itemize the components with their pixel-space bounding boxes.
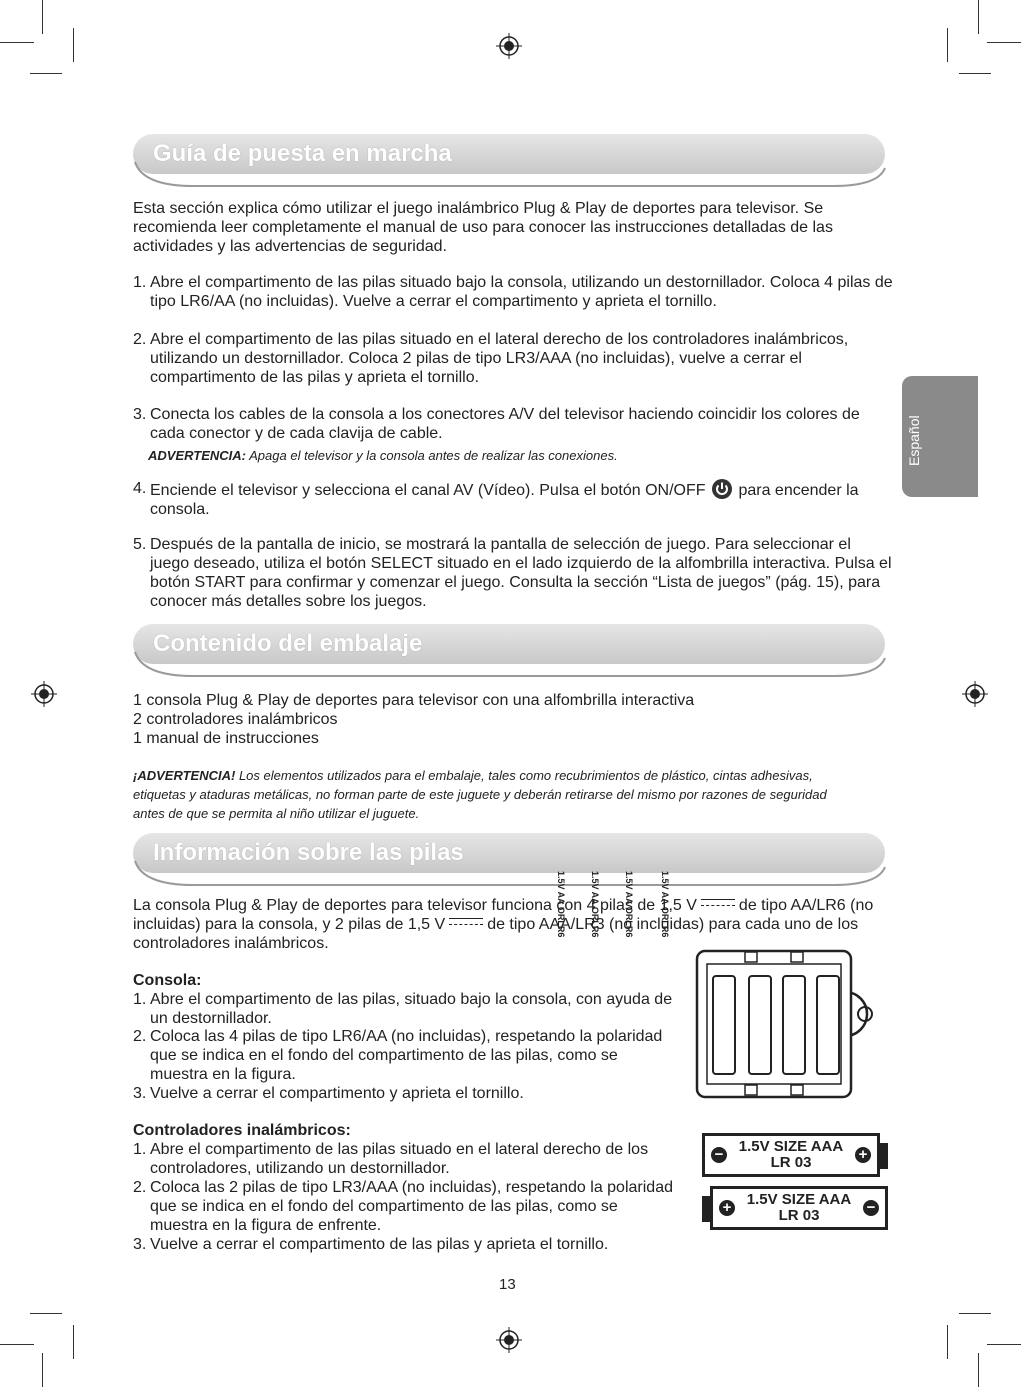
crop-mark [959, 73, 991, 74]
crop-mark [42, 1353, 43, 1387]
guide-intro: Esta sección explica cómo utilizar el juego inalámbrico Plug & Play de deportes para televisor. Se recomienda leer completamente el manual de uso para conocer las instrucciones detalladas de las actividades y las advertencias de seguridad. [133, 200, 833, 255]
list-item: 2 controladores inalámbricos [133, 711, 338, 728]
crop-mark [947, 1325, 948, 1359]
minus-terminal-icon: − [863, 1200, 879, 1216]
power-button-icon [712, 479, 732, 499]
crop-mark [73, 28, 74, 62]
crop-mark [0, 42, 34, 43]
registration-mark-right-icon [962, 681, 988, 707]
svg-text:1.5V AA ORLR6: 1.5V AA ORLR6 [660, 871, 670, 938]
controller-heading: Controladores inalámbricos: [133, 1122, 351, 1139]
svg-text:1.5V AA ORLR6: 1.5V AA ORLR6 [556, 871, 566, 938]
svg-text:1.5V AA ORLR6: 1.5V AA ORLR6 [624, 871, 634, 938]
aaa-battery-figure: − 1.5V SIZE AAA LR 03 + [702, 1133, 880, 1177]
registration-mark-left-icon [31, 681, 57, 707]
section-title: Guía de puesta en marcha [153, 140, 452, 167]
crop-mark [30, 73, 62, 74]
page-number: 13 [499, 1276, 516, 1293]
registration-mark-top-icon [496, 33, 522, 59]
dc-voltage-icon [701, 898, 735, 908]
console-step: 1. Abre el compartimento de las pilas, situado bajo la consola, con ayuda de un destornillador. [133, 991, 673, 1027]
crop-mark [947, 28, 948, 62]
crop-mark [987, 42, 1021, 43]
guide-step: 2. Abre el compartimento de las pilas situado en el lateral derecho de los controladores inalámbricos, utilizando un destornillador. Coloca 2 pilas de tipo LR3/AAA (no incluidas), vuelve a cerrar el compartimento de las pilas y aprieta el tornillo. [133, 331, 849, 386]
connection-warning: ADVERTENCIA: Apaga el televisor y la consola antes de realizar las conexiones. [148, 448, 618, 463]
registration-mark-bottom-icon [496, 1327, 522, 1353]
packaging-warning: ¡ADVERTENCIA! Los elementos utilizados para el embalaje, tales como recubrimientos de plástico, cintas adhesivas, etiquetas y ataduras metálicas, no forman parte de este juguete y deberán retirarse del mismo por razones de seguridad antes de que se permita al niño utilizar el juguete. [133, 768, 827, 821]
crop-mark [42, 0, 43, 34]
section-title: Información sobre las pilas [153, 839, 464, 866]
svg-text:1.5V AA ORLR6: 1.5V AA ORLR6 [590, 871, 600, 938]
language-label: Español [906, 415, 922, 466]
package-contents-list [133, 691, 878, 748]
section-banner-guide [133, 134, 885, 174]
dc-voltage-icon [449, 917, 483, 927]
plus-terminal-icon: + [719, 1200, 735, 1216]
section-banner-contents [133, 624, 885, 664]
battery-intro: La consola Plug & Play de deportes para televisor funciona con 4 pilas de 1,5 V de tipo AA/LR6 (no incluidas) para la consola, y 2 pilas de 1,5 V de tipo AAA/LR3 (no incluidas) para cada uno de los controladores inalámbricos. [133, 897, 874, 952]
guide-step: 3. Conecta los cables de la consola a los conectores A/V del televisor haciendo coincidir los colores de cada conector y de cada clavija de cable. ADVERTENCIA: Apaga el televisor y la consola antes de realizar las conexiones. [133, 405, 893, 465]
console-step: 3. Vuelve a cerrar el compartimento y aprieta el tornillo. [133, 1085, 524, 1102]
crop-mark [73, 1325, 74, 1359]
battery-terminal [880, 1143, 888, 1169]
console-heading: Consola: [133, 972, 202, 989]
section-title: Contenido del embalaje [153, 630, 423, 657]
console-step: 2. Coloca las 4 pilas de tipo LR6/AA (no incluidas), respetando la polaridad que se indica en el fondo del compartimento de las pilas, como se muestra en la figura. [133, 1028, 663, 1083]
battery-terminal [702, 1196, 710, 1222]
controller-step: 1. Abre el compartimento de las pilas situado en el lateral derecho de los controladores, utilizando un destornillador. [133, 1141, 649, 1177]
crop-mark [978, 0, 979, 34]
guide-step: 4. Enciende el televisor y selecciona el canal AV (Vídeo). Pulsa el botón ON/OFF para encender la consola. [133, 480, 859, 518]
section-banner-batteries [133, 833, 885, 873]
controller-step: 3. Vuelve a cerrar el compartimento de las pilas y aprieta el tornillo. [133, 1236, 609, 1253]
guide-step: 5. Después de la pantalla de inicio, se mostrará la pantalla de selección de juego. Para seleccionar el juego deseado, utiliza el botón SELECT situado en el lado izquierdo de la alfombrilla interactiva. Pulsa el botón START para confirmar y comenzar el juego. Consulta la sección “Lista de juegos” (pág. 15), para conocer más detalles sobre los juegos. [133, 536, 892, 610]
aaa-battery-figure: + 1.5V SIZE AAA LR 03 − [710, 1186, 888, 1230]
crop-mark [0, 1344, 34, 1345]
crop-mark [978, 1353, 979, 1387]
crop-mark [959, 1313, 991, 1314]
minus-terminal-icon: − [711, 1147, 727, 1163]
console-battery-compartment-figure [556, 871, 895, 1100]
crop-mark [987, 1344, 1021, 1345]
list-item: 1 manual de instrucciones [133, 730, 319, 747]
plus-terminal-icon: + [855, 1147, 871, 1163]
crop-mark [30, 1313, 62, 1314]
language-side-tab [902, 376, 978, 497]
guide-step: 1. Abre el compartimento de las pilas situado bajo la consola, utilizando un destornillador. Coloca 4 pilas de tipo LR6/AA (no incluidas). Vuelve a cerrar el compartimento y aprieta el tornillo. [133, 274, 893, 310]
controller-step: 2. Coloca las 2 pilas de tipo LR3/AAA (no incluidas), respetando la polaridad que se indica en el fondo del compartimento de las pilas, como se muestra en la figura de enfrente. [133, 1179, 673, 1234]
list-item: 1 consola Plug & Play de deportes para televisor con una alfombrilla interactiva [133, 692, 695, 709]
